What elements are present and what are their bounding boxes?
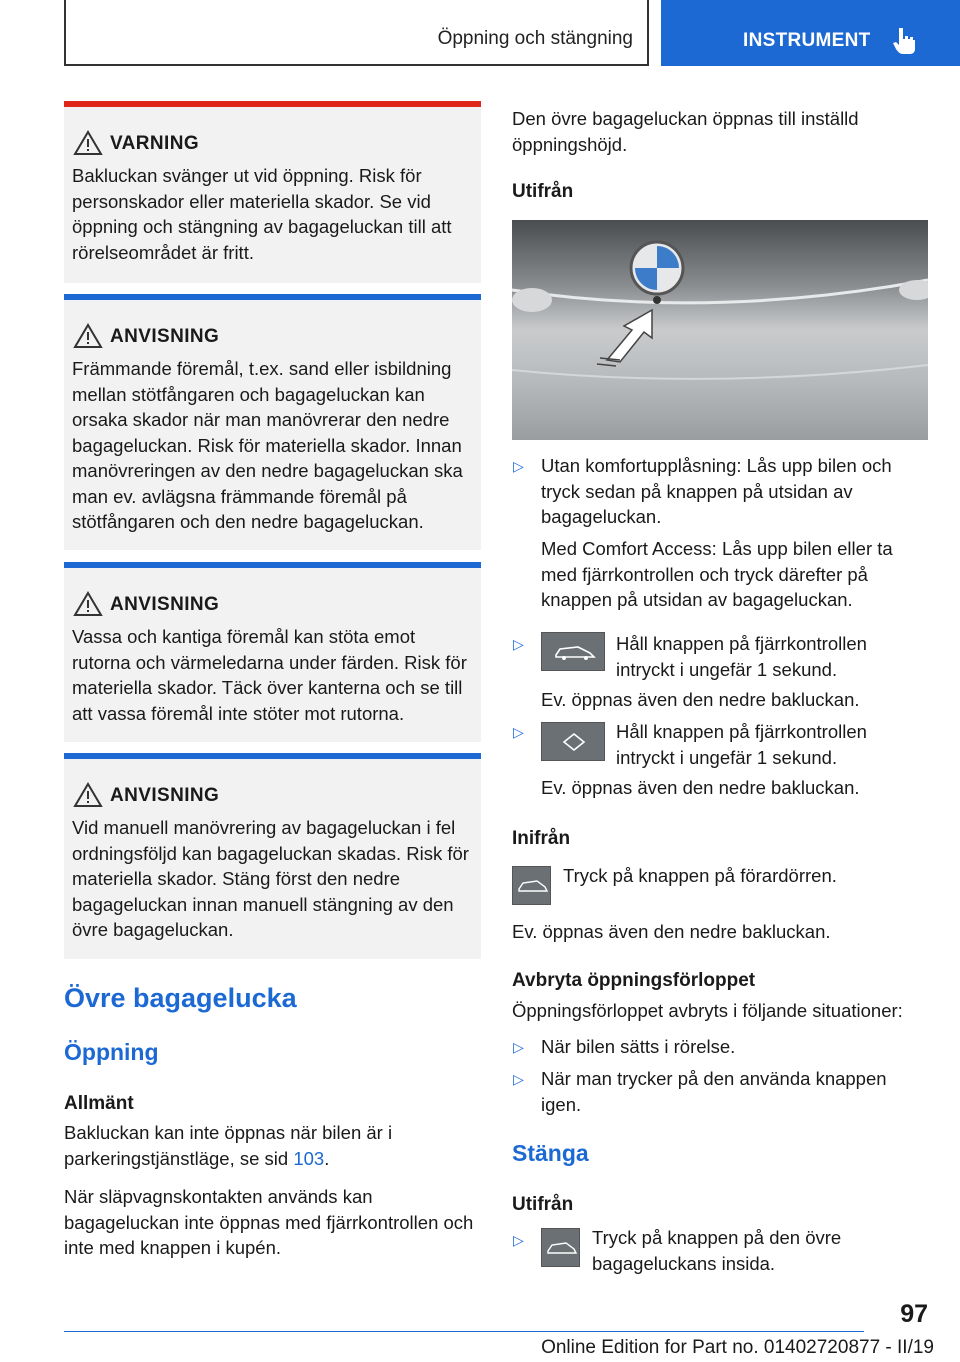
general-paragraph-end: .	[324, 1147, 330, 1169]
notice-box	[64, 294, 481, 550]
bullet-remote-hold: Håll knappen på fjärrkontrollen intryckt i ungefär 1 sekund.	[616, 633, 867, 680]
notice-text: Vid manuell manövrering av bagageluckan i fel ordningsföljd kan bagageluckan skadas. Risk för materiella skador. Stäng först den nedre bagageluckan innan manuell stängning av den övre bagageluckan.	[72, 817, 469, 940]
warning-title: VARNING	[110, 133, 200, 154]
section-title: Öppning och stängning	[437, 28, 633, 49]
general-paragraph-text: Bakluckan kan inte öppnas när bilen är i parkeringstjänstläge, se sid	[64, 1122, 393, 1169]
chapter-title: INSTRUMENT	[743, 30, 871, 51]
heading-inside: Inifrån	[512, 828, 571, 849]
remote-tailgate-key-icon	[541, 632, 605, 671]
heading-outside: Utifrån	[512, 181, 574, 202]
bullet-triangle-icon: ▷	[513, 458, 524, 474]
general-paragraph	[64, 1120, 474, 1171]
page-link[interactable]: 103	[293, 1147, 325, 1169]
footer-divider	[64, 1331, 864, 1332]
cancel-bullet-button: När man trycker på den använda knappen igen.	[541, 1068, 887, 1115]
heading-closing: Stänga	[512, 1140, 589, 1166]
footer-edition: Online Edition for Part no. 01402720877 - II/19	[541, 1337, 934, 1358]
bullet-remote-note: Ev. öppnas även den nedre bakluckan.	[541, 689, 860, 710]
notice-text: Främmande föremål, t.ex. sand eller isbildning mellan stötfångaren och bagageluckan kan orsaka skador när man manövrerar den nedre bagageluckan. Risk för materiella skador. Innan manövreringen av den nedre bagageluckan ska man ev. avlägsna främmande föremål på stötfångaren och den nedre bagageluckan.	[72, 358, 463, 532]
warning-triangle-icon	[73, 130, 103, 156]
bullet-outside-unlock: Utan komfortupplåsning: Lås upp bilen och tryck sedan på knappen på utsidan av bagageluckan.	[541, 455, 892, 527]
notice-title: ANVISNING	[110, 594, 220, 615]
intro-paragraph: Den övre bagageluckan öppnas till inställd öppningshöjd.	[512, 108, 859, 155]
remote-diamond-key-icon	[541, 722, 605, 761]
heading-upper-tailgate: Övre bagagelucka	[64, 983, 297, 1013]
heading-opening: Öppning	[64, 1039, 159, 1065]
cancel-text: Öppningsförloppet avbryts i följande situationer:	[512, 1000, 903, 1021]
heading-cancel: Avbryta öppningsförloppet	[512, 970, 756, 991]
bullet-comfort-access: Med Comfort Access: Lås upp bilen eller ta med fjärrkontrollen och tryck därefter på knappen på utsidan av bagageluckan.	[541, 538, 893, 610]
bullet-triangle-icon: ▷	[513, 1071, 524, 1087]
cancel-bullet-moving: När bilen sätts i rörelse.	[541, 1036, 736, 1057]
hand-pointer-icon	[893, 26, 919, 54]
bullet-triangle-icon: ▷	[513, 636, 524, 652]
bullet-triangle-icon: ▷	[513, 1039, 524, 1055]
bullet-triangle-icon: ▷	[513, 1232, 524, 1248]
inside-text: Tryck på knappen på förardörren.	[563, 865, 837, 886]
heading-close-outside: Utifrån	[512, 1194, 574, 1215]
page-number: 97	[900, 1300, 928, 1328]
notice-triangle-icon	[73, 782, 103, 808]
tailgate-button-photo	[512, 220, 928, 440]
header-chapter-tab[interactable]	[661, 0, 960, 66]
notice-box	[64, 562, 481, 742]
bullet-remote-hold-2: Håll knappen på fjärrkontrollen intryckt i ungefär 1 sekund.	[616, 721, 867, 768]
header-section-tab	[64, 0, 649, 66]
bullet-triangle-icon: ▷	[513, 724, 524, 740]
heading-general: Allmänt	[64, 1093, 134, 1114]
trailer-paragraph: När släpvagnskontakten används kan bagageluckan inte öppnas med fjärrkontrollen och inte med knappen i kupén.	[64, 1186, 474, 1258]
driver-door-button-icon	[512, 866, 551, 905]
notice-triangle-icon	[73, 591, 103, 617]
tailgate-inside-button-icon	[541, 1228, 580, 1267]
notice-box	[64, 753, 481, 959]
notice-title: ANVISNING	[110, 785, 220, 806]
inside-note: Ev. öppnas även den nedre bakluckan.	[512, 921, 831, 942]
notice-text: Vassa och kantiga föremål kan stöta emot rutorna och värmeledarna under färden. Risk för materiella skador. Täck över kanterna och se till att vassa föremål inte stöter mot rutorna.	[72, 626, 467, 724]
notice-title: ANVISNING	[110, 326, 220, 347]
close-bullet-text: Tryck på knappen på den övre bagageluckans insida.	[592, 1227, 842, 1274]
warning-box	[64, 101, 481, 283]
notice-triangle-icon	[73, 323, 103, 349]
warning-text: Bakluckan svänger ut vid öppning. Risk för personskador eller materiella skador. Se vid öppning och stängning av bagageluckan till att rörelseområdet är fritt.	[72, 165, 452, 263]
bullet-remote-note-2: Ev. öppnas även den nedre bakluckan.	[541, 777, 860, 798]
